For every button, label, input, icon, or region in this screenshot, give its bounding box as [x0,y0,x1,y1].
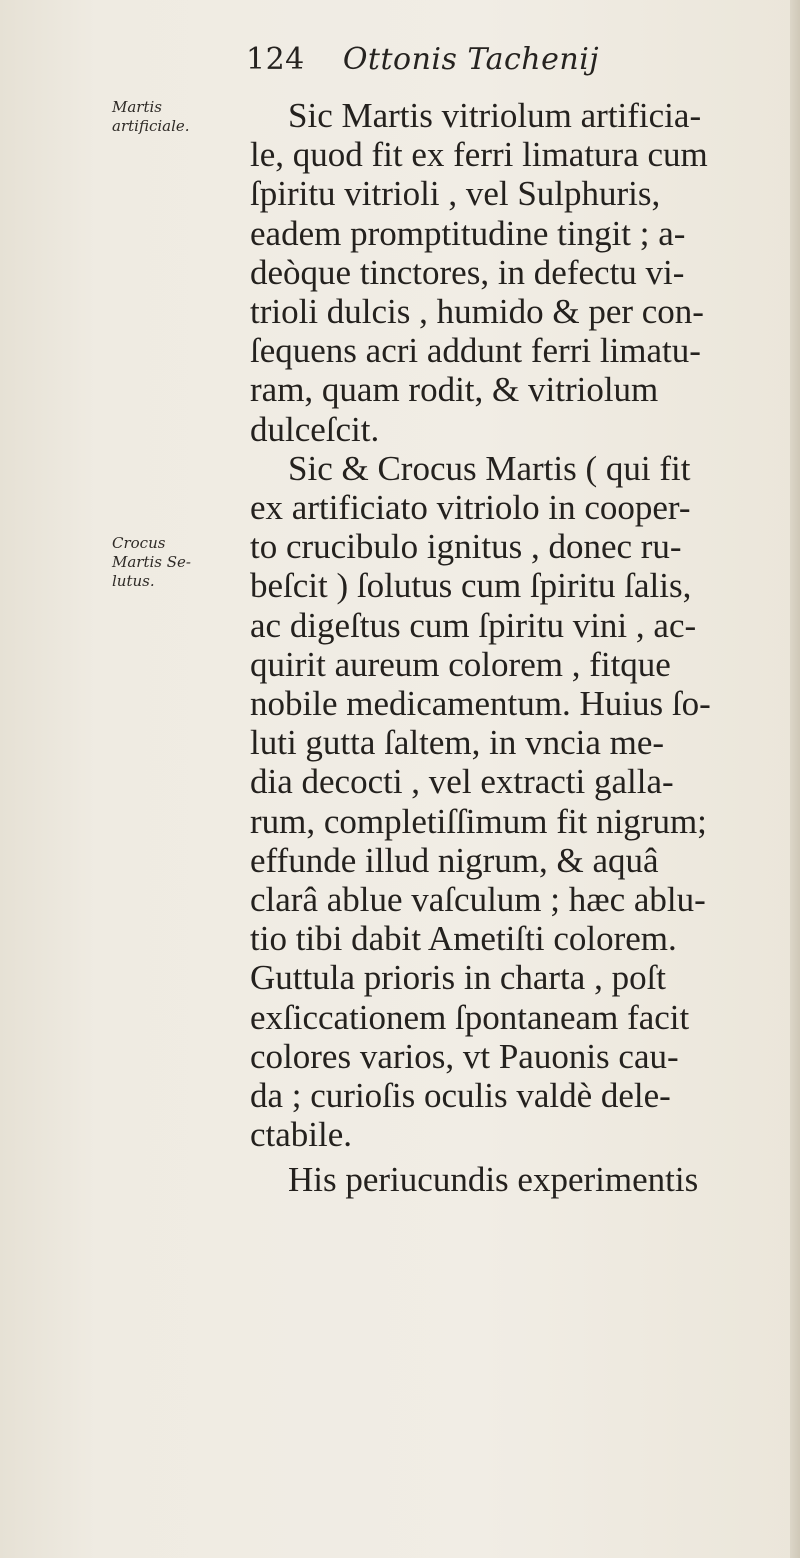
text-line: Sic & Crocus Martis ( qui fit [288,448,691,488]
text-line: Sic Martis vitriolum artificia- [288,96,702,135]
text-line: dulceſcit. [250,409,380,449]
margin-note-line: Crocus [112,534,166,552]
margin-note-line: artificiale. [112,117,190,135]
margin-note-crocus-martis [112,534,232,591]
text-line: nobile medicamentum. Huius ſo- [250,684,711,724]
text-line: ſequens acri addunt ferri limatu- [250,331,701,371]
text-line: ac digeſtus cum ſpiritu vini , ac- [250,605,697,645]
text-line: tio tibi dabit Ametiſti colorem. [250,919,677,959]
text-line: ſpiritu vitrioli , vel Sulphuris, [250,174,661,214]
page-number: 124 [246,42,305,77]
text-line: Guttula prioris in charta , poſt [250,958,667,998]
text-line: to crucibulo ignitus , donec ru- [250,527,682,567]
running-title: Ottonis Tachenij [342,42,600,77]
text-line: luti gutta ſaltem, in vncia me- [250,723,665,763]
margin-note-line: Martis Se- [112,553,191,571]
body-text [250,96,795,1200]
text-line: beſcit ) ſolutus cum ſpiritu ſalis, [250,566,692,606]
text-line: dia decocti , vel extracti galla- [250,762,674,802]
text-line: da ; curioſis oculis valdè dele- [250,1076,671,1116]
running-head [246,42,766,77]
text-line: His periucundis experimentis [288,1160,699,1200]
text-line: colores varios, vt Pauonis cau- [250,1036,679,1076]
text-line: quirit aureum colorem , fitque [250,644,671,684]
margin-note-line: Martis [112,98,162,116]
text-line: le, quod fit ex ferri limatura cum [250,135,708,175]
text-line: eadem promptitudine tingit ; a- [250,213,686,253]
text-line: ex artificiato vitriolo in cooper- [250,488,691,528]
text-line: exſiccationem ſpontaneam facit [250,997,690,1037]
text-line: effunde illud nigrum, & aquâ [250,840,659,880]
text-line: clarâ ablue vaſculum ; hæc ablu- [250,880,706,920]
text-line: ctabile. [250,1115,353,1155]
text-line: trioli dulcis , humido & per con- [250,292,704,332]
margin-note-martis-artificiale [112,98,232,136]
text-line: rum, completiſſimum fit nigrum; [250,801,707,841]
margin-note-line: lutus. [112,572,155,590]
text-line: deòque tinctores, in defectu vi- [250,252,685,292]
text-line: ram, quam rodit, & vitriolum [250,370,659,410]
